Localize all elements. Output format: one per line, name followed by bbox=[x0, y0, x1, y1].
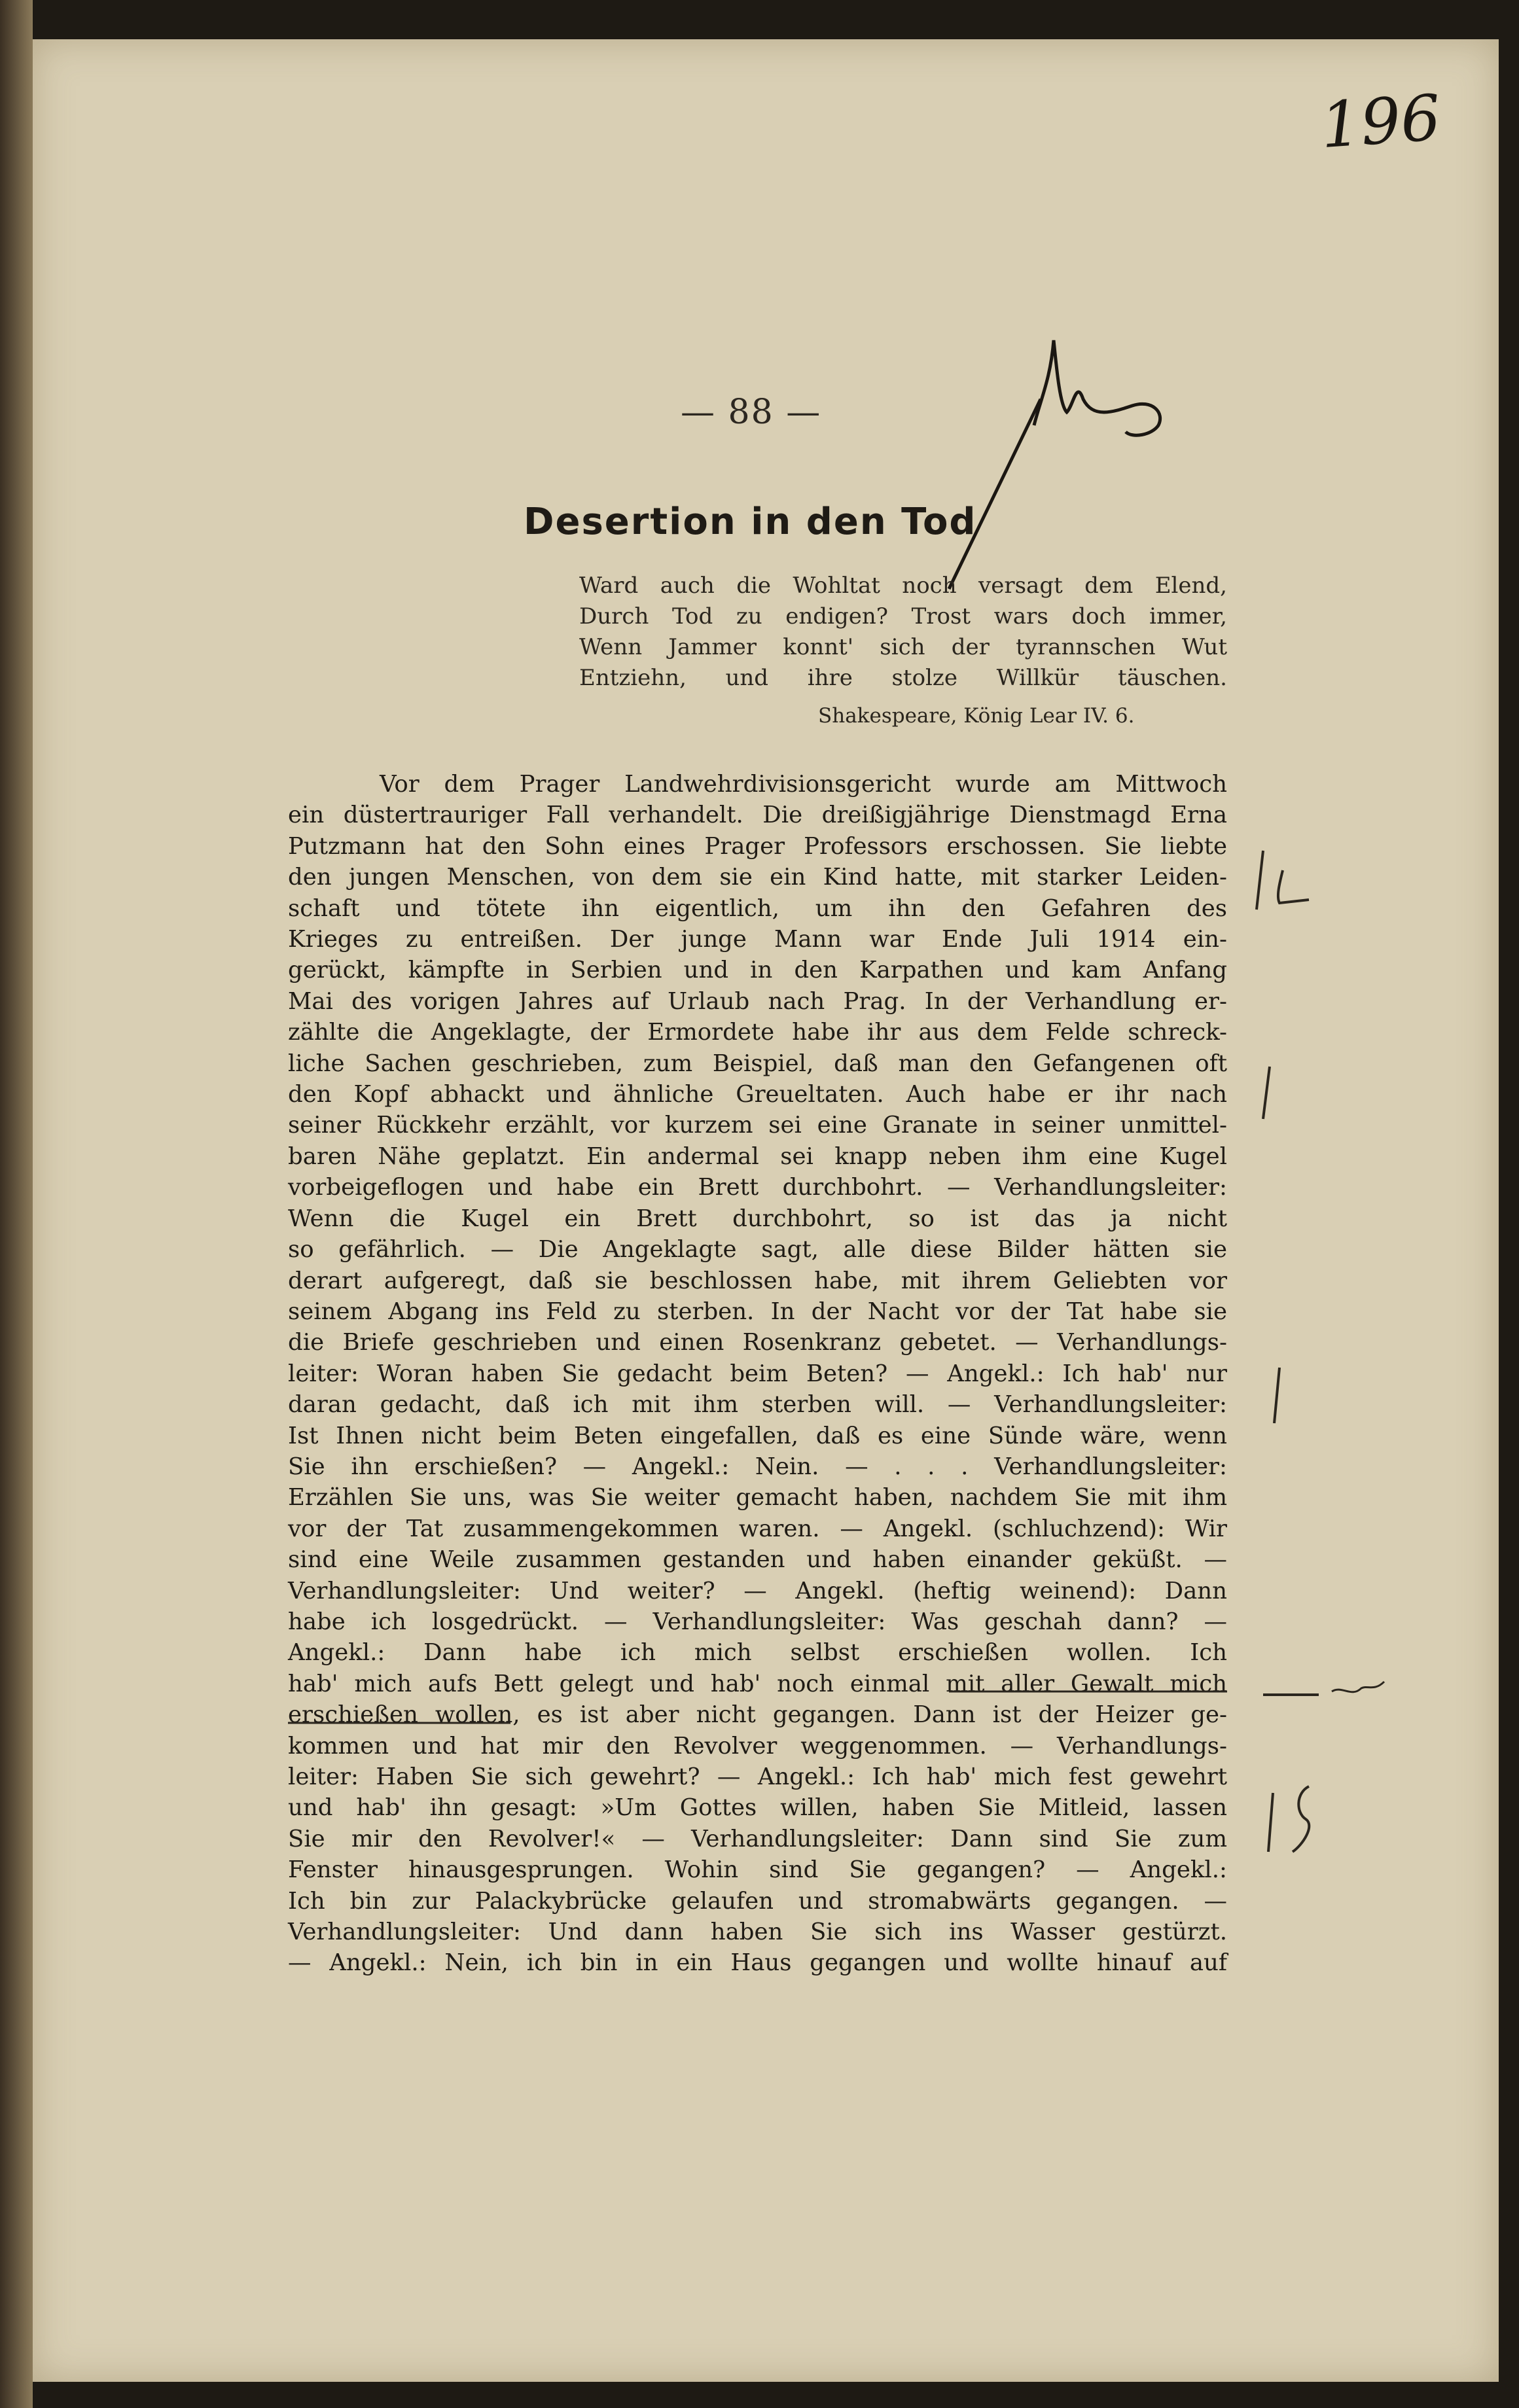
pencil-margin-mark-icon bbox=[1257, 1780, 1329, 1858]
body-line: den Kopf abhackt und ähnliche Greueltaten. Auch habe er ihr nach bbox=[288, 1081, 1227, 1108]
body-line: gerückt, kämpfte in Serbien und in den Karpathen und kam Anfang bbox=[288, 957, 1227, 984]
body-line: baren Nähe geplatzt. Ein andermal sei knapp neben ihm eine Kugel bbox=[288, 1142, 1227, 1170]
page-number: — 88 — bbox=[681, 393, 822, 432]
body-line: habe ich losgedrückt. — Verhandlungsleiter: Was geschah dann? — bbox=[288, 1608, 1227, 1635]
body-line: — Angekl.: Nein, ich bin in ein Haus gegangen und wollte hinauf auf bbox=[288, 1949, 1227, 1977]
body-line: Fenster hinausgesprungen. Wohin sind Sie gegangen? — Angekl.: bbox=[288, 1856, 1227, 1884]
body-line: kommen und hat mir den Revolver weggenommen. — Verhandlungs- bbox=[288, 1732, 1227, 1760]
pencil-underline-icon bbox=[288, 1678, 1237, 1744]
body-line: Erzählen Sie uns, was Sie weiter gemacht haben, nachdem Sie mit ihm bbox=[288, 1484, 1227, 1512]
body-line: liche Sachen geschrieben, zum Beispiel, daß man den Gefangenen oft bbox=[288, 1050, 1227, 1077]
body-line: sind eine Weile zusammen gestanden und haben einander geküßt. — bbox=[288, 1546, 1227, 1574]
body-line: Vor dem Prager Landwehrdivisionsgericht wurde am Mittwoch bbox=[380, 771, 1227, 798]
body-line: Verhandlungsleiter: Und dann haben Sie sich ins Wasser gestürzt. bbox=[288, 1919, 1227, 1946]
body-line: ein düstertrauriger Fall verhandelt. Die dreißigjährige Dienstmagd Erna bbox=[288, 802, 1227, 829]
pencil-margin-mark-icon bbox=[1250, 1060, 1289, 1125]
body-line: schaft und tötete ihn eigentlich, um ihn den Gefahren des bbox=[288, 894, 1227, 922]
body-line: seiner Rückkehr erzählt, vor kurzem sei eine Granate in seiner unmittel- bbox=[288, 1112, 1227, 1139]
pencil-margin-mark-icon bbox=[1260, 1669, 1404, 1708]
body-line: und hab' ihn gesagt: »Um Gottes willen, haben Sie Mitleid, lassen bbox=[288, 1794, 1227, 1822]
body-line: Putzmann hat den Sohn eines Prager Professors erschossen. Sie liebte bbox=[288, 832, 1227, 860]
body-line: Sie mir den Revolver!« — Verhandlungsleiter: Dann sind Sie zum bbox=[288, 1825, 1227, 1852]
body-line: hab' mich aufs Bett gelegt und hab' noch einmal mit aller Gewalt mich bbox=[288, 1670, 1227, 1697]
body-line: vorbeigeflogen und habe ein Brett durchbohrt. — Verhandlungsleiter: bbox=[288, 1174, 1227, 1201]
article-body bbox=[288, 769, 1227, 1979]
body-line: den jungen Menschen, von dem sie ein Kind hatte, mit starker Leiden- bbox=[288, 864, 1227, 891]
body-line: Angekl.: Dann habe ich mich selbst erschießen wollen. Ich bbox=[288, 1639, 1227, 1667]
body-line: zählte die Angeklagte, der Ermordete habe ihr aus dem Felde schreck- bbox=[288, 1019, 1227, 1046]
body-line: so gefährlich. — Die Angeklagte sagt, alle diese Bilder hätten sie bbox=[288, 1236, 1227, 1264]
body-line: Mai des vorigen Jahres auf Urlaub nach Prag. In der Verhandlung er- bbox=[288, 987, 1227, 1015]
epigraph-attribution: Shakespeare, König Lear IV. 6. bbox=[818, 704, 1135, 728]
book-binding-edge bbox=[0, 0, 33, 2408]
epigraph-line: Ward auch die Wohltat noch versagt dem Elend, bbox=[579, 573, 1227, 599]
body-line: die Briefe geschrieben und einen Rosenkranz gebetet. — Verhandlungs- bbox=[288, 1329, 1227, 1356]
body-line: leiter: Woran haben Sie gedacht beim Beten? — Angekl.: Ich hab' nur bbox=[288, 1360, 1227, 1387]
body-line: Sie ihn erschießen? — Angekl.: Nein. — . . . Verhandlungsleiter: bbox=[288, 1453, 1227, 1480]
body-line: daran gedacht, daß ich mit ihm sterben will. — Verhandlungsleiter: bbox=[288, 1391, 1227, 1419]
page-title: Desertion in den Tod bbox=[524, 501, 977, 543]
body-line: Ist Ihnen nicht beim Beten eingefallen, daß es eine Sünde wäre, wenn bbox=[288, 1422, 1227, 1449]
epigraph-line: Entziehn, und ihre stolze Willkür täuschen. bbox=[579, 665, 1227, 691]
epigraph bbox=[579, 571, 1227, 694]
folio-number: 196 bbox=[1318, 80, 1443, 163]
body-line: leiter: Haben Sie sich gewehrt? — Angekl.: Ich hab' mich fest gewehrt bbox=[288, 1763, 1227, 1790]
body-line: Wenn die Kugel ein Brett durchbohrt, so ist das ja nicht bbox=[288, 1205, 1227, 1232]
body-line: vor der Tat zusammengekommen waren. — Angekl. (schluchzend): Wir bbox=[288, 1515, 1227, 1542]
handwritten-signature-icon bbox=[936, 301, 1224, 602]
pencil-margin-mark-icon bbox=[1243, 844, 1322, 916]
body-line: Krieges zu entreißen. Der junge Mann war Ende Juli 1914 ein- bbox=[288, 926, 1227, 953]
body-line: Ich bin zur Palackybrücke gelaufen und stromabwärts gegangen. — bbox=[288, 1887, 1227, 1915]
epigraph-line: Wenn Jammer konnt' sich der tyrannschen Wut bbox=[579, 634, 1227, 660]
epigraph-line: Durch Tod zu endigen? Trost wars doch immer, bbox=[579, 603, 1227, 629]
body-line: Verhandlungsleiter: Und weiter? — Angekl. (heftig weinend): Dann bbox=[288, 1577, 1227, 1604]
body-line: seinem Abgang ins Feld zu sterben. In der Nacht vor der Tat habe sie bbox=[288, 1298, 1227, 1325]
pencil-margin-mark-icon bbox=[1260, 1361, 1306, 1426]
body-line: derart aufgeregt, daß sie beschlossen habe, mit ihrem Geliebten vor bbox=[288, 1267, 1227, 1294]
body-line: erschießen wollen, es ist aber nicht gegangen. Dann ist der Heizer ge- bbox=[288, 1701, 1227, 1729]
